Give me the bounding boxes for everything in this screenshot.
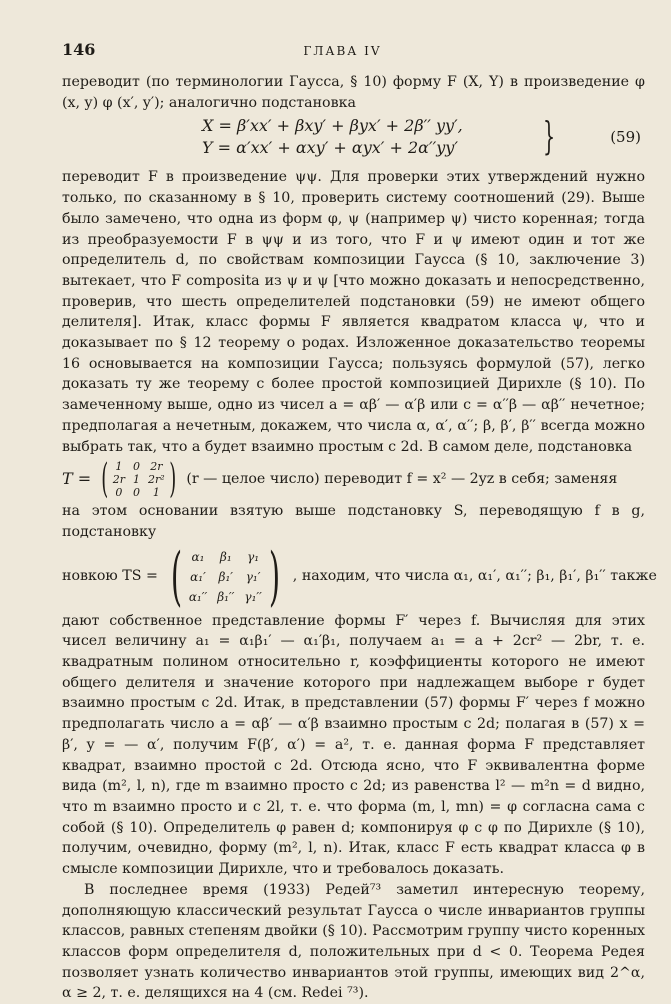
paragraph: на этом основании взятую выше подстановку S, переводящую f в g, подстановку (62, 503, 645, 540)
matrix-lhs: новкою TS = (62, 568, 158, 585)
matrix-cell: β₁′ (218, 569, 234, 584)
matrix-cell: 0 (133, 485, 141, 499)
matrix-grid (113, 460, 165, 499)
paragraph: переводит (по терминологии Гаусса, § 10) форму F (X, Y) в произведение φ (x, y) φ (x′, y′); аналогично подстановка (62, 74, 645, 111)
matrix-T: ( 1 0 2r 2r 1 2r² 0 0 1 ) (101, 456, 177, 503)
matrix-cell: 0 (133, 459, 141, 473)
matrix-cell: 1 (152, 485, 160, 499)
matrix-cell: 1 (133, 472, 141, 486)
matrix-TS: ( α₁ β₁ γ₁ α₁′ β₁′ γ₁′ α₁′′ β₁′′ γ₁′′ ) (170, 539, 280, 614)
running-head: ГЛАВА IV (303, 44, 382, 58)
matrix-cell: α₁′′ (188, 589, 208, 604)
equation-lines (202, 115, 463, 159)
main-text (62, 72, 657, 1004)
matrix-line-TS (62, 539, 657, 614)
matrix-cell: 2r (150, 459, 163, 473)
matrix-line-text: (r — целое число) переводит f = x² — 2yz в себя; заменяя (186, 470, 618, 487)
matrix-cell: 0 (115, 485, 123, 499)
matrix-cell: 1 (115, 459, 123, 473)
matrix-cell: β₁′′ (217, 589, 235, 604)
page-number: 146 (62, 40, 96, 59)
right-brace: } (543, 114, 556, 159)
matrix-line-text: , находим, что числа α₁, α₁′, α₁′′; β₁, β₁′, β₁′′ также (292, 568, 657, 585)
matrix-grid (189, 547, 262, 607)
paragraph: В последнее время (1933) Редей⁷³ заметил интересную теорему, дополняющую классический результат Гаусса о числе инвариантов группы классов, равных степеням двойки (§ 10). Рассмотрим группу чисто коренных классов форм определителя d, положительных при d < 0. Теорема Редея позволяет узнать количество инвариантов этой группы, имеющих вид 2^α, α ≥ 2, т. е. делящихся на 4 (см. Redei ⁷³). (62, 881, 645, 1002)
matrix-cell: β₁ (219, 549, 232, 564)
matrix-cell: γ₁′ (245, 569, 261, 584)
equation-59 (62, 115, 645, 163)
equation-line: Y = α′xx′ + αxy′ + αyx′ + 2α′′yy′ (202, 138, 458, 158)
matrix-cell: α₁′ (190, 569, 206, 584)
equation-line: X = β′xx′ + βxy′ + βyx′ + 2β′′ yy′, (202, 116, 463, 136)
matrix-cell: 2r (112, 472, 126, 486)
matrix-cell: γ₁′′ (244, 589, 262, 604)
matrix-lhs: T = (62, 468, 92, 488)
matrix-cell: γ₁ (247, 549, 260, 564)
matrix-cell: 2r² (148, 472, 165, 486)
paragraph: переводит F в произведение ψψ. Для проверки этих утверждений нужно только, по сказанному в § 10, проверить систему соотношений (29). Выше было замечено, что одна из форм φ, ψ (например ψ) чисто коренная; тогда из преобразуемости F в ψψ и из того, что F и ψ имеют один и тот же определитель d, по свойствам композиции Гаусса (§ 10, заключение 3) вытекает, что F composita из ψ и ψ [что можно доказать и непосредственно, проверив, что шесть определителей подстановки (59) не имеют общего делителя]. Итак, класс формы F является квадратом класса ψ, что и доказывает по § 12 теорему о родах. Изложенное доказательство теоремы 16 основывается на композиции Гаусса; пользуясь формулой (57), легко доказать ту же теорему с более простой композицией Дирихле (§ 10). По замеченному выше, одно из чисел a = αβ′ — α′β или c = α′′β — αβ′′ нечетное; предполагая a нечетным, докажем, что числа α, α′, α′′; β, β′, β′′ всегда можно выбрать так, что a будет взаимно простым с 2d. В самом деле, подстановка (62, 169, 645, 455)
matrix-cell: α₁ (191, 549, 205, 564)
matrix-line-T (62, 456, 645, 503)
paragraph: дают собственное представление формы F′ через f. Вычисляя для этих чисел величину a₁ = α₁β₁′ — α₁′β₁, получаем a₁ = a + 2cr² — 2br, т. е. квадратным полином относительно r, коэффициенты которого не имеют общего делителя и значение которого при надлежащем выборе r будет взаимно простым с 2d. Итак, в представлении (57) формы F′ через f можно предполагать число a = αβ′ — α′β взаимно простым с 2d; полагая в (57) x = β′, y = — α′, получим F(β′, α′) = a², т. е. данная форма F представляет квадрат, взаимно простой с 2d. Отсюда ясно, что F эквивалентна форме вида (m², l, n), где m взаимно просто с 2d; из равенства l² — m²n = d видно, что m взаимно просто и с 2l, т. е. что форма (m, l, mn) = φ согласна сама с собой (§ 10). Определитель φ равен d; компонируя φ с φ по Дирихле (§ 10), получим, очевидно, форму (m², l, n). Итак, класс F есть квадрат класса φ в смысле композиции Дирихле, что и требовалось доказать. (62, 612, 645, 878)
equation-number: (59) (610, 128, 641, 147)
page-header (62, 40, 623, 62)
